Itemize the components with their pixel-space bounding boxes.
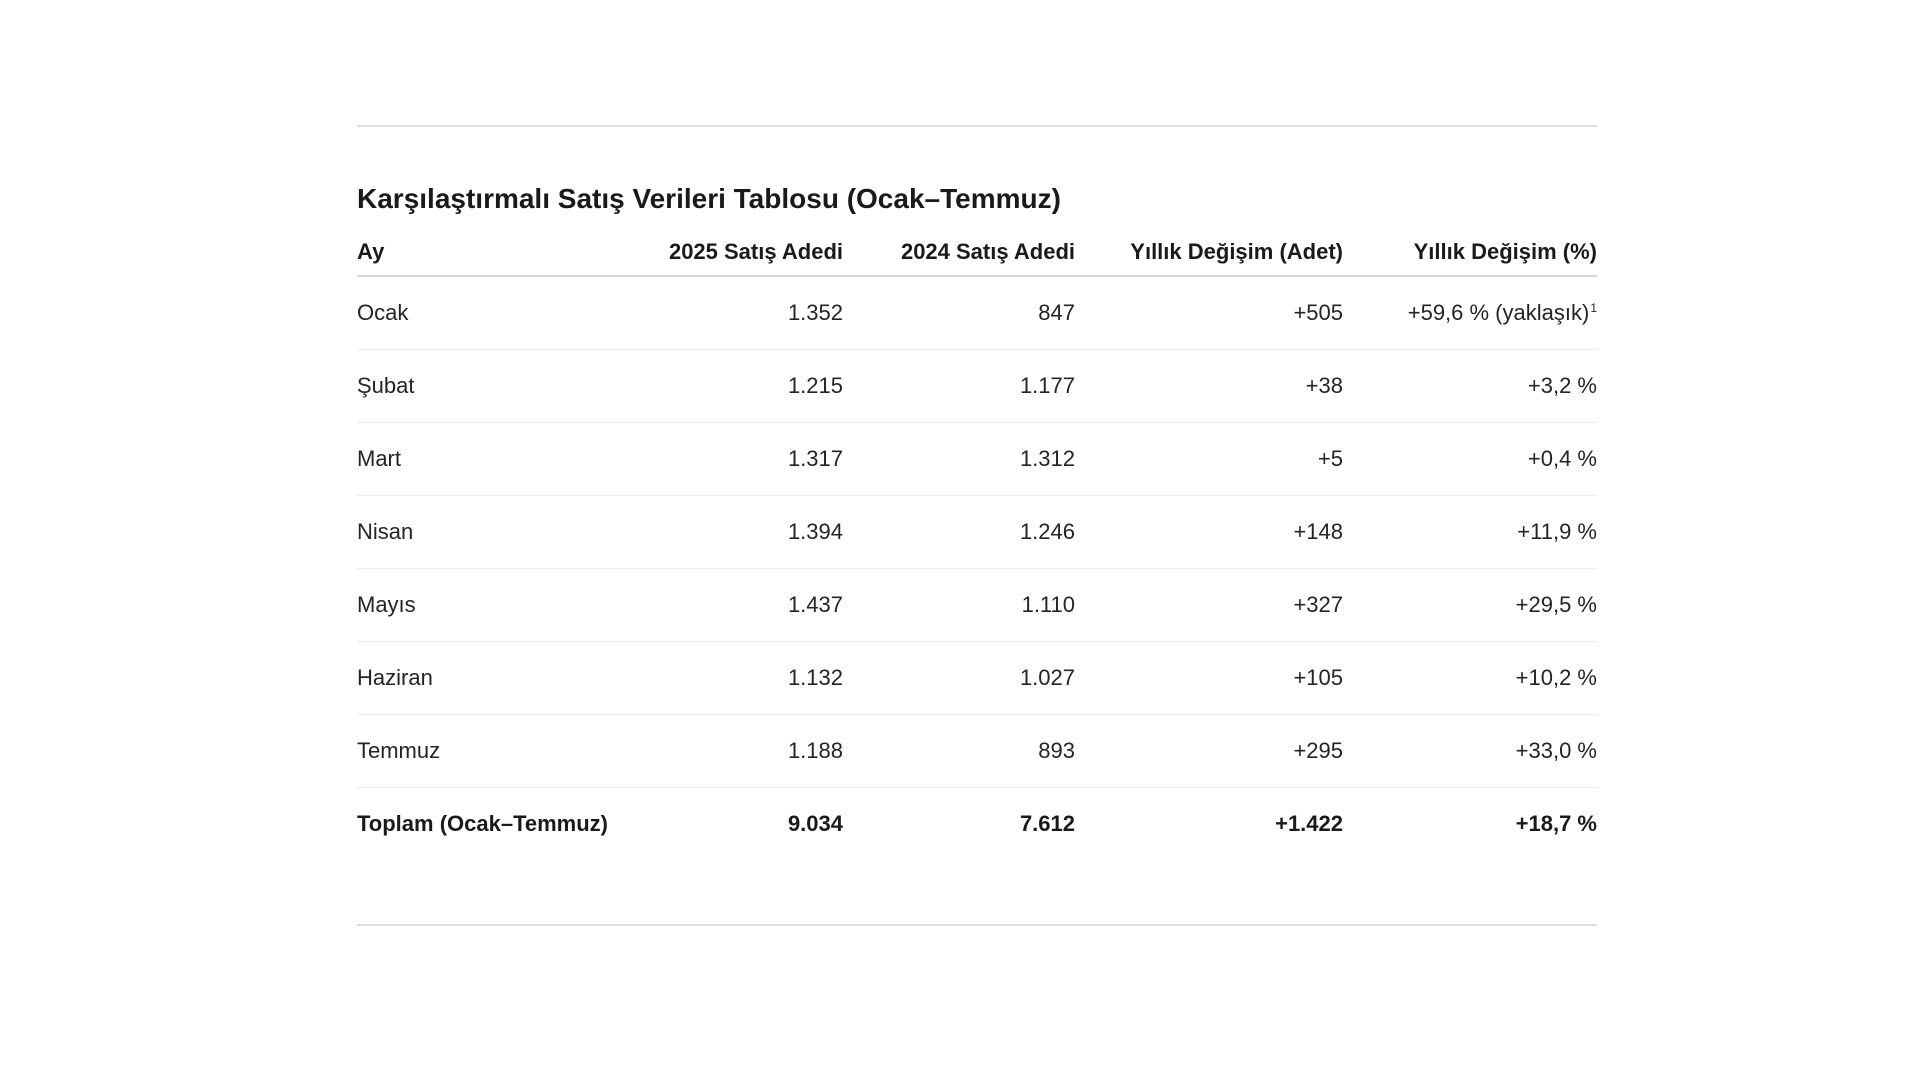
cell-change-percent: +3,2 % bbox=[1343, 350, 1597, 423]
table-row bbox=[357, 715, 1597, 788]
cell-sales-2025: 1.317 bbox=[657, 423, 843, 496]
cell-change-percent: +0,4 % bbox=[1343, 423, 1597, 496]
change-percent-text: +59,6 % (yaklaşık) bbox=[1407, 300, 1590, 325]
cell-sales-2024: 1.177 bbox=[843, 350, 1075, 423]
table-row bbox=[357, 642, 1597, 715]
cell-month: Nisan bbox=[357, 496, 657, 569]
cell-change-percent: +33,0 % bbox=[1343, 715, 1597, 788]
cell-sales-2025: 1.215 bbox=[657, 350, 843, 423]
cell-month: Ocak bbox=[357, 276, 657, 350]
footnote-marker[interactable]: 1 bbox=[1590, 300, 1597, 315]
cell-sales-2024: 847 bbox=[843, 276, 1075, 350]
header-change-units: Yıllık Değişim (Adet) bbox=[1075, 229, 1343, 276]
cell-change-units: +148 bbox=[1075, 496, 1343, 569]
top-divider bbox=[357, 125, 1597, 127]
table-header-row bbox=[357, 229, 1597, 276]
total-sales-2024: 7.612 bbox=[1019, 811, 1075, 836]
cell-sales-2025: 1.188 bbox=[657, 715, 843, 788]
cell-month: Haziran bbox=[357, 642, 657, 715]
cell-change-units: +38 bbox=[1075, 350, 1343, 423]
cell-change-units: +295 bbox=[1075, 715, 1343, 788]
table-title: Karşılaştırmalı Satış Verileri Tablosu (Ocak–Temmuz) bbox=[357, 183, 1061, 214]
cell-change-units: +505 bbox=[1075, 276, 1343, 350]
cell-change-units: +105 bbox=[1075, 642, 1343, 715]
cell-month: Mart bbox=[357, 423, 657, 496]
table-row bbox=[357, 350, 1597, 423]
cell-sales-2025: 1.394 bbox=[657, 496, 843, 569]
table-row bbox=[357, 569, 1597, 642]
header-sales-2024: 2024 Satış Adedi bbox=[843, 229, 1075, 276]
cell-sales-2024: 1.027 bbox=[843, 642, 1075, 715]
total-label: Toplam (Ocak–Temmuz) bbox=[357, 811, 609, 836]
cell-sales-2024: 893 bbox=[843, 715, 1075, 788]
total-sales-2025: 9.034 bbox=[787, 811, 843, 836]
cell-change-percent: +10,2 % bbox=[1343, 642, 1597, 715]
header-sales-2025: 2025 Satış Adedi bbox=[657, 229, 843, 276]
cell-change-units: +5 bbox=[1075, 423, 1343, 496]
table-row bbox=[357, 423, 1597, 496]
cell-month: Temmuz bbox=[357, 715, 657, 788]
cell-month: Şubat bbox=[357, 350, 657, 423]
table-row bbox=[357, 496, 1597, 569]
cell-change-percent: +11,9 % bbox=[1343, 496, 1597, 569]
total-change-percent: +18,7 % bbox=[1515, 811, 1597, 836]
document-content bbox=[357, 125, 1597, 836]
table-total-row bbox=[357, 788, 1597, 861]
cell-change-percent: +29,5 % bbox=[1343, 569, 1597, 642]
cell-sales-2025: 1.437 bbox=[657, 569, 843, 642]
total-change-units: +1.422 bbox=[1275, 811, 1343, 836]
header-month: Ay bbox=[357, 229, 657, 276]
cell-change-percent bbox=[1343, 276, 1597, 350]
cell-change-units: +327 bbox=[1075, 569, 1343, 642]
cell-sales-2024: 1.312 bbox=[843, 423, 1075, 496]
sales-comparison-table bbox=[357, 229, 1597, 860]
table-row bbox=[357, 276, 1597, 350]
cell-month: Mayıs bbox=[357, 569, 657, 642]
cell-sales-2025: 1.352 bbox=[657, 276, 843, 350]
header-change-percent: Yıllık Değişim (%) bbox=[1343, 229, 1597, 276]
bottom-divider bbox=[357, 924, 1597, 926]
cell-sales-2024: 1.110 bbox=[843, 569, 1075, 642]
cell-sales-2024: 1.246 bbox=[843, 496, 1075, 569]
cell-sales-2025: 1.132 bbox=[657, 642, 843, 715]
